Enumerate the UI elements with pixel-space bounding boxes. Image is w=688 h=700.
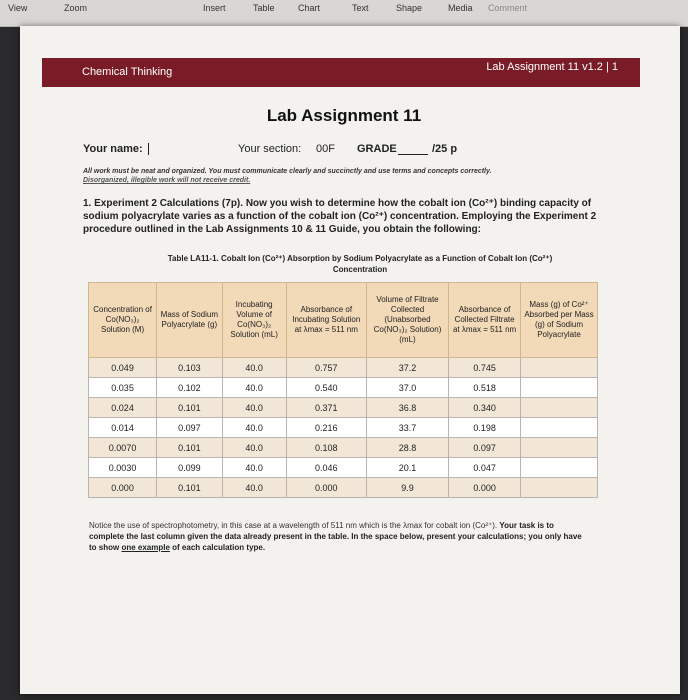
section-label: Your section: [238, 143, 302, 155]
mass-absorbed-input-cell[interactable] [521, 478, 598, 498]
table-cell: 0.035 [89, 378, 157, 398]
table-cell: 0.101 [157, 438, 222, 458]
question-text: 1. Experiment 2 Calculations (7p). Now you wish to determine how the cobalt ion (Co²⁺) binding capacity of sodium polyacrylate varies as a function of the cobalt ion (Co²⁺) concentration. Employing the Experiment 2 procedure outlined in the Lab Assignments 10 & 11 Guide, you obtain the following: [83, 198, 597, 235]
mass-absorbed-input-cell[interactable] [521, 398, 598, 418]
chart-button[interactable]: Chart [298, 3, 321, 13]
table-header-cell: Concentration of Co(NO₃)₂ Solution (M) [89, 283, 157, 358]
table-cell: 0.216 [286, 418, 366, 438]
mass-absorbed-input-cell[interactable] [521, 458, 598, 478]
mass-absorbed-input-cell[interactable] [521, 358, 598, 378]
table-cell: 0.518 [449, 378, 521, 398]
section-value: 00F [316, 143, 335, 155]
instructions-line2: Disorganized, illegible work will not receive credit. [83, 177, 251, 184]
table-cell: 0.102 [157, 378, 222, 398]
table-cell: 9.9 [366, 478, 448, 498]
table-header-cell: Mass of Sodium Polyacrylate (g) [157, 283, 222, 358]
table-cell: 37.2 [366, 358, 448, 378]
table-cell: 0.0070 [89, 438, 157, 458]
table-button[interactable]: Table [253, 3, 275, 13]
page-title: Lab Assignment 11 [266, 106, 422, 125]
notice-part2: Your task is to complete the last column given the data already present in the table. In the space below, present your calculations; you only have to show [89, 521, 582, 552]
table-cell: 0.099 [157, 458, 222, 478]
table-cell: 0.000 [286, 478, 366, 498]
table-cell: 37.0 [366, 378, 448, 398]
app-toolbar [0, 0, 688, 27]
table-caption [110, 253, 610, 275]
grade-blank [398, 143, 428, 155]
instructions-line1: All work must be neat and organized. You must communicate clearly and succinctly and use terms and concepts correctly. [83, 168, 492, 175]
table-row [89, 378, 598, 398]
mass-absorbed-input-cell[interactable] [521, 378, 598, 398]
table-row [89, 418, 598, 438]
table-cell: 0.198 [449, 418, 521, 438]
table-cell: 20.1 [366, 458, 448, 478]
table-caption-line1: Table LA11-1. Cobalt Ion (Co²⁺) Absorption by Sodium Polyacrylate as a Function of Cobalt Ion (Co²⁺) [167, 254, 553, 263]
table-cell: 40.0 [222, 378, 286, 398]
table-cell: 0.108 [286, 438, 366, 458]
table-cell: 0.014 [89, 418, 157, 438]
table-cell: 36.8 [366, 398, 448, 418]
table-cell: 0.097 [449, 438, 521, 458]
table-cell: 0.540 [286, 378, 366, 398]
shape-button[interactable]: Shape [396, 3, 423, 13]
table-cell: 28.8 [366, 438, 448, 458]
table-cell: 40.0 [222, 438, 286, 458]
mass-absorbed-input-cell[interactable] [521, 418, 598, 438]
table-cell: 0.757 [286, 358, 366, 378]
table-cell: 40.0 [222, 358, 286, 378]
media-button[interactable]: Media [448, 3, 473, 13]
table-header-cell: Absorbance of Collected Filtrate at λmax = 511 nm [449, 283, 521, 358]
data-table [88, 282, 598, 498]
insert-button[interactable]: Insert [203, 3, 226, 13]
name-input-cursor[interactable] [148, 143, 150, 155]
grade-total: /25 p [432, 143, 458, 155]
instructions [83, 167, 623, 185]
table-cell: 40.0 [222, 418, 286, 438]
table-header-cell: Mass (g) of Co²⁺ Absorbed per Mass (g) of Sodium Polyacrylate [521, 283, 598, 358]
notice-part3: one example [121, 543, 170, 552]
table-cell: 0.745 [449, 358, 521, 378]
banner-page-label: Lab Assignment 11 v1.2 | 1 [486, 61, 618, 73]
grade-label: GRADE [357, 143, 397, 155]
table-cell: 0.101 [157, 398, 222, 418]
table-cell: 0.340 [449, 398, 521, 418]
table-caption-line2: Concentration [332, 265, 388, 274]
view-menu[interactable]: View [8, 3, 28, 13]
name-label: Your name: [83, 143, 143, 155]
table-header-cell: Volume of Filtrate Collected (Unabsorbed Co(NO₃)₂ Solution) (mL) [366, 283, 448, 358]
table-cell: 0.000 [89, 478, 157, 498]
table-cell: 0.101 [157, 478, 222, 498]
table-header-cell: Incubating Volume of Co(NO₃)₂ Solution (mL) [222, 283, 286, 358]
table-body [89, 358, 598, 498]
banner-course-title: Chemical Thinking [82, 66, 173, 78]
table-cell: 0.371 [286, 398, 366, 418]
zoom-menu[interactable]: Zoom [64, 3, 88, 13]
table-cell: 0.049 [89, 358, 157, 378]
notice-part4: of each calculation type. [172, 543, 266, 552]
table-row [89, 358, 598, 378]
table-row [89, 398, 598, 418]
table-cell: 0.0030 [89, 458, 157, 478]
table-cell: 33.7 [366, 418, 448, 438]
comment-button[interactable]: Comment [488, 3, 528, 13]
text-button[interactable]: Text [352, 3, 369, 13]
document-banner [42, 58, 640, 87]
table-cell: 0.103 [157, 358, 222, 378]
table-cell: 0.024 [89, 398, 157, 418]
table-cell: 0.046 [286, 458, 366, 478]
table-cell: 0.097 [157, 418, 222, 438]
table-header-cell: Absorbance of Incubating Solution at λmax = 511 nm [286, 283, 366, 358]
notice-part1: Notice the use of spectrophotometry, in this case at a wavelength of 511 nm which is the λmax for cobalt ion (Co²⁺). [89, 521, 498, 530]
notice-text [89, 520, 589, 553]
table-cell: 0.047 [449, 458, 521, 478]
table-cell: 40.0 [222, 458, 286, 478]
table-cell: 40.0 [222, 398, 286, 418]
table-cell: 40.0 [222, 478, 286, 498]
table-row [89, 458, 598, 478]
table-row [89, 478, 598, 498]
table-row [89, 438, 598, 458]
table-cell: 0.000 [449, 478, 521, 498]
mass-absorbed-input-cell[interactable] [521, 438, 598, 458]
table-header-row [89, 283, 598, 358]
